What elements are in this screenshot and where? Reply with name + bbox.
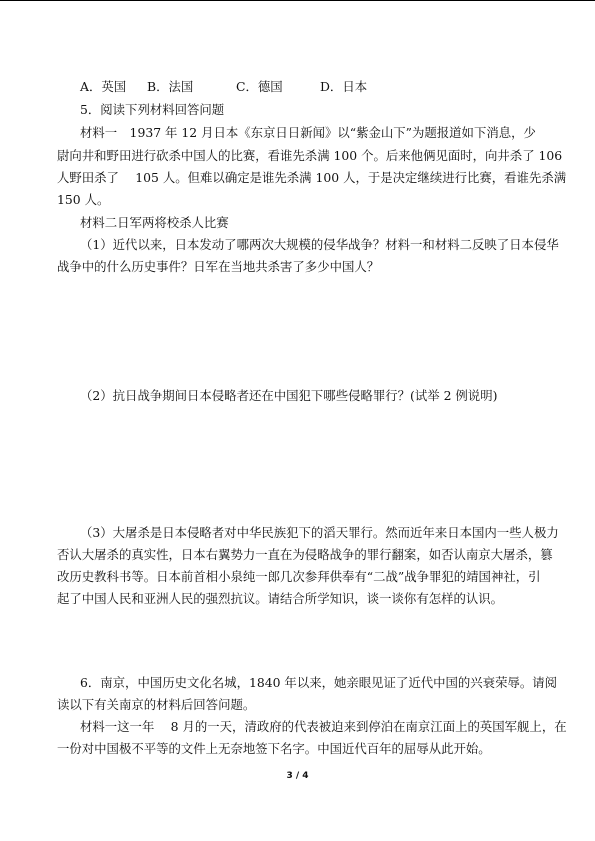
q5-sub1-line: 战争中的什么历史事件？日军在当地共杀害了多少中国人？: [57, 259, 380, 274]
option-c: C．德国: [236, 79, 283, 94]
q5-material1-line: 人野田杀了 105 人。但难以确定是谁先杀满 100 人，于是决定继续进行比赛，看谁先杀满: [57, 170, 567, 185]
q5-sub3-line: （3）大屠杀是日本侵略者对中华民族犯下的滔天罪行。然而近年来日本国内一些人极力: [80, 525, 559, 540]
q5-sub1-line: （1）近代以来，日本发动了哪两次大规模的侵华战争？材料一和材料二反映了日本侵华: [80, 237, 559, 252]
q5-sub3-line: 改历史教科书等。日本前首相小泉纯一郎几次参拜供奉有“二战”战争罪犯的靖国神社，引: [57, 569, 541, 584]
q5-sub3-line: 起了中国人民和亚洲人民的强烈抗议。请结合所学知识，谈一谈你有怎样的认识。: [57, 591, 504, 606]
q6-intro-line: 读以下有关南京的材料后回答问题。: [57, 697, 256, 712]
q5-material1-line: 150 人。: [57, 192, 110, 207]
q5-material2: 材料二日军两将校杀人比赛: [80, 215, 229, 230]
option-b: B．法国: [147, 79, 194, 94]
q5-sub2: （2）抗日战争期间日本侵略者还在中国犯下哪些侵略罪行？(试举 2 例说明): [80, 388, 498, 403]
q5-material1-line: 尉向井和野田进行砍杀中国人的比赛，看谁先杀满 100 个。后来他俩见面时，向井杀了 106: [57, 148, 563, 163]
q5-title: 5．阅读下列材料回答问题: [80, 102, 225, 117]
option-d: D．日本: [320, 79, 368, 94]
page-number: 3 / 4: [286, 771, 309, 781]
q6-material1-line: 一份对中国极不平等的文件上无奈地签下名字。中国近代百年的屈辱从此开始。: [57, 741, 491, 756]
q5-sub3-line: 否认大屠杀的真实性，日本右翼势力一直在为侵略战争的罪行翻案，如否认南京大屠杀，篡: [57, 547, 553, 562]
header-rule: [0, 0, 595, 1]
q5-material1-line: 材料一 1937 年 12 月日本《东京日日新闻》以“紫金山下”为题报道如下消息，少: [80, 125, 536, 140]
q6-material1-line: 材料一这一年 8 月的一天，清政府的代表被迫来到停泊在南京江面上的英国军舰上，在: [80, 719, 567, 734]
option-a: A．英国: [80, 79, 127, 94]
q6-intro-line: 6．南京，中国历史文化名城，1840 年以来，她亲眼见证了近代中国的兴衰荣辱。请阅: [80, 675, 558, 690]
answer-options: [80, 79, 380, 95]
